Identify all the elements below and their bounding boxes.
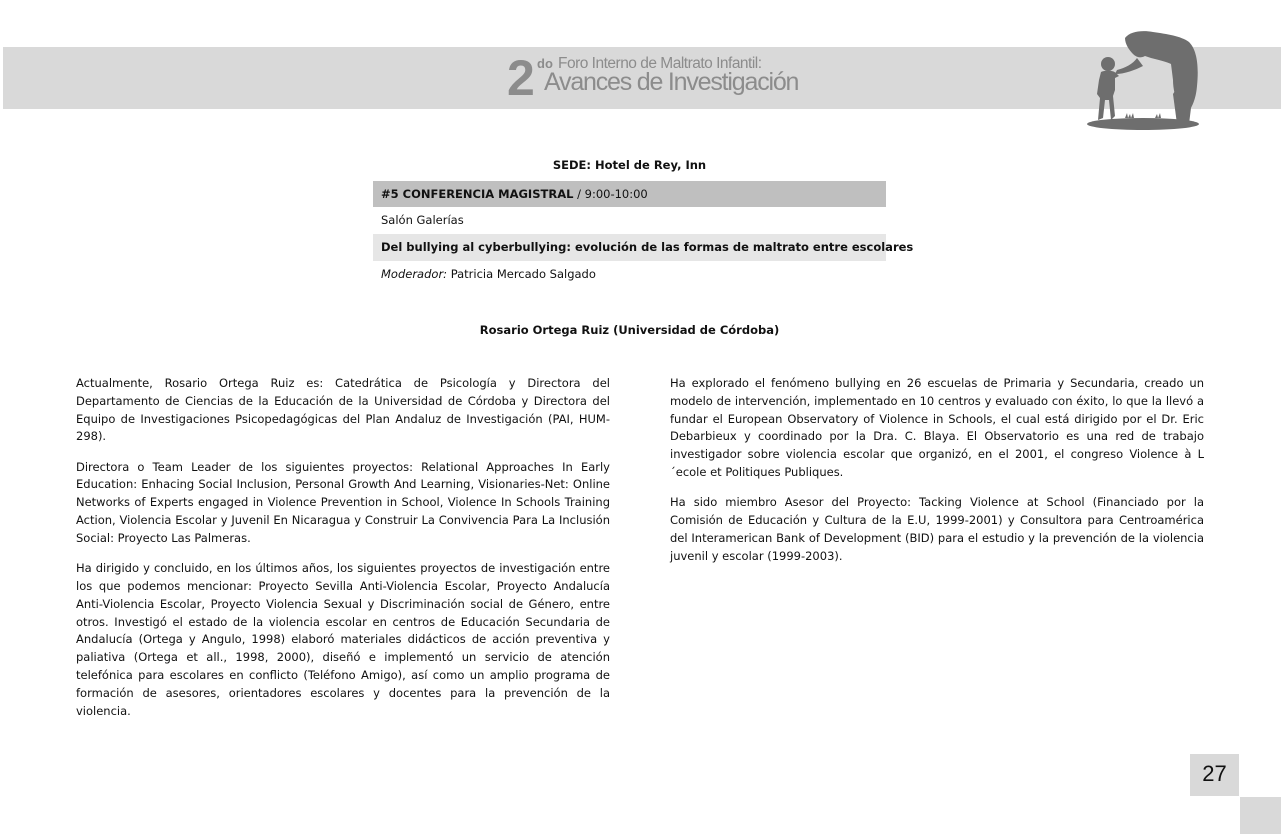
forum-title-line2: Avances de Investigación	[544, 68, 799, 96]
session-moderator-row	[373, 261, 886, 288]
session-header-row	[373, 181, 886, 207]
session-room: Salón Galerías	[381, 213, 464, 227]
moderator-label: Moderador:	[381, 267, 448, 281]
session-time: / 9:00-10:00	[573, 187, 648, 201]
bio-column-left	[76, 375, 610, 733]
conference-label: #5 CONFERENCIA MAGISTRAL	[381, 187, 574, 201]
venue-heading: SEDE: Hotel de Rey, Inn	[552, 158, 707, 172]
ordinal-number: 2	[507, 50, 533, 106]
corner-decoration	[1240, 797, 1281, 834]
session-room-row	[373, 207, 886, 234]
page-number: 27	[1190, 754, 1239, 796]
session-table	[373, 181, 914, 288]
forum-title-line1: Foro Interno de Maltrato Infantil:	[558, 55, 762, 72]
talk-title: Del bullying al cyberbullying: evolución de las formas de maltrato entre escolares	[381, 240, 914, 254]
speaker-name: Rosario Ortega Ruiz (Universidad de Córdoba)	[479, 323, 780, 337]
ordinal-suffix: do	[537, 56, 553, 71]
bio-paragraph: Ha explorado el fenómeno bullying en 26 escuelas de Primaria y Secundaria, creado un modelo de intervención, implementado en 10 centros y evaluado con éxito, lo que la llevó a fundar el European Observatory of Violence in Schools, el cual está dirigido por el Dr. Eric Debarbieux y coordinado por la Dra. C. Blaya. El Observatorio es una red de trabajo investigador sobre violencia escolar que organizó, en el 2001, el congreso Violence à L´ecole et Politiques Publiques.	[670, 376, 1204, 479]
bio-paragraph: Directora o Team Leader de los siguientes proyectos: Relational Approaches In Early Education: Enhacing Social Inclusion, Personal Growth And Learning, Visionaries-Net: Online Networks of Experts engaged in Violence Prevention in School, Violence In Schools Training Action, Violencia Escolar y Juvenil En Nicaragua y Construir La Convivencia Para La Inclusión Social: Proyecto Las Palmeras.	[76, 459, 610, 545]
bio-paragraph: Ha dirigido y concluido, en los últimos años, los siguientes proyectos de investigación entre los que podemos mencionar: Proyecto Sevilla Anti-Violencia Escolar, Proyecto Andalucía Anti-Violencia Escolar, Proyecto Violencia Sexual y Discriminación social de Género, entre otros. Investigó el estado de la violencia escolar en centros de Educación Secundaria de Andalucía (Ortega y Angulo, 1998) elaboró materiales didácticos de acción preventiva y paliativa (Ortega et all., 1998, 2000), diseñó e implementó un servicio de atención telefónica para escolares en conflicto (Teléfono Amigo), así como un amplio programa de formación de asesores, orientadores escolares y docentes para la prevención de la violencia.	[76, 561, 610, 718]
bio-column-right	[670, 375, 1204, 578]
adult-child-silhouette-icon	[1085, 28, 1205, 130]
session-title-row	[373, 234, 914, 261]
bio-paragraph: Actualmente, Rosario Ortega Ruiz es: Catedrática de Psicología y Directora del Departamento de Ciencias de la Educación de la Universidad de Córdoba y Directora del Equipo de Investigaciones Psicopedagógicas del Plan Andaluz de Investigación (PAI, HUM-298).	[76, 376, 610, 444]
bio-paragraph: Ha sido miembro Asesor del Proyecto: Tacking Violence at School (Financiado por la Comisión de Educación y Cultura de la E.U, 1999-2001) y Consultora para Centroamérica del Interamerican Bank of Development (BID) para el estudio y la prevención de la violencia juvenil y escolar (1999-2003).	[670, 495, 1204, 563]
moderator-name: Patricia Mercado Salgado	[447, 267, 596, 281]
